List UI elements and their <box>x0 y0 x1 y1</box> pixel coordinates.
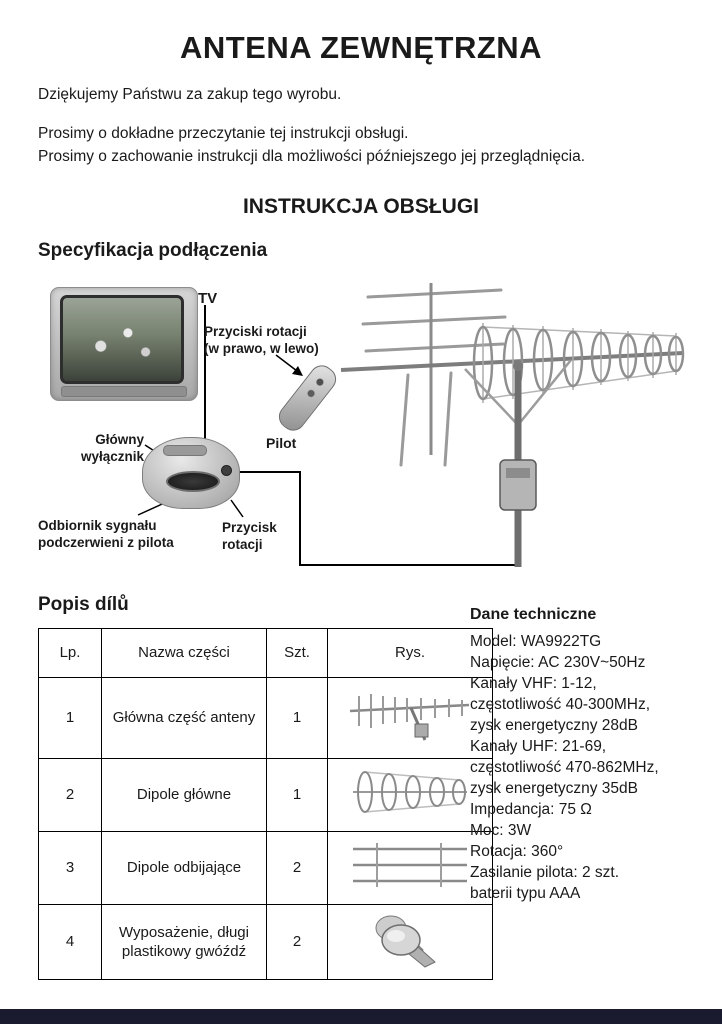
col-header-name: Nazwa części <box>102 629 267 678</box>
part-name-cell: Wyposażenie, długi plastikowy gwóźdź <box>102 905 267 980</box>
page-title: ANTENA ZEWNĘTRZNA <box>179 30 543 65</box>
intro-thanks-line: Dziękujemy Państwu za zakup tego wyrobu. <box>38 86 342 103</box>
connection-diagram <box>38 275 698 593</box>
part-image-cell <box>328 678 493 759</box>
tech-line-battery-type: baterii typu AAA <box>470 885 581 902</box>
reflector-dipole-image <box>345 837 475 893</box>
footer-bar <box>0 1009 722 1024</box>
table-row <box>39 905 493 980</box>
part-image-cell <box>328 905 493 980</box>
main-switch-slot <box>163 445 207 456</box>
intro-keep-line: Prosimy o zachowanie instrukcji dla możliwości późniejszego jej przeglądnięcia. <box>38 148 586 165</box>
tech-line-rotation: Rotacja: 360° <box>470 843 564 860</box>
tv-screen <box>60 295 184 384</box>
part-qty-cell: 2 <box>267 905 328 980</box>
tech-line-uhf-gain: zysk energetyczny 35dB <box>470 780 639 797</box>
tv-image <box>50 287 198 401</box>
parts-heading: Popis dílů <box>38 594 129 615</box>
main-dipole-image <box>345 764 475 820</box>
tv-base <box>61 386 187 397</box>
intro-read-line: Prosimy o dokładne przeczytanie tej instrukcji obsługi. <box>38 125 409 142</box>
ir-window <box>166 471 220 492</box>
plastic-nail-image <box>345 910 475 968</box>
parts-table-header-row <box>39 629 493 678</box>
part-lp-cell: 3 <box>39 832 102 905</box>
table-row <box>39 832 493 905</box>
ir-receiver-label: Odbiornik sygnału podczerwieni z pilota <box>38 518 174 551</box>
rotation-button-label: Przycisk rotacji <box>222 520 277 553</box>
tech-line-uhf: Kanały UHF: 21-69, <box>470 738 607 755</box>
part-name-cell: Dipole główne <box>102 759 267 832</box>
part-name-cell: Dipole odbijające <box>102 832 267 905</box>
control-box-image <box>142 437 240 509</box>
rotation-buttons-label: Przyciski rotacji (w prawo, w lewo) <box>204 324 319 357</box>
table-row <box>39 759 493 832</box>
tech-line-voltage: Napięcie: AC 230V~50Hz <box>470 654 646 671</box>
col-header-qty: Szt. <box>267 629 328 678</box>
part-name-cell: Główna część anteny <box>102 678 267 759</box>
tech-line-impedance: Impedancja: 75 Ω <box>470 801 592 818</box>
part-image-cell <box>328 759 493 832</box>
tv-label: TV <box>198 290 218 307</box>
part-lp-cell: 2 <box>39 759 102 832</box>
tech-line-vhf-gain: zysk energetyczny 28dB <box>470 717 639 734</box>
tech-line-uhf-freq: częstotliwość 470-862MHz, <box>470 759 659 776</box>
section-title-instructions: INSTRUKCJA OBSŁUGI <box>242 195 480 218</box>
main-antenna-image <box>345 686 475 744</box>
part-image-cell <box>328 832 493 905</box>
table-row <box>39 678 493 759</box>
tech-line-power: Moc: 3W <box>470 822 532 839</box>
rotation-button <box>221 465 232 476</box>
col-header-lp: Lp. <box>39 629 102 678</box>
main-switch-label: Główny wyłącznik <box>80 432 144 465</box>
part-qty-cell: 1 <box>267 759 328 832</box>
pilot-label: Pilot <box>266 435 297 451</box>
tech-line-vhf-freq: częstotliwość 40-300MHz, <box>470 696 651 713</box>
tech-line-model: Model: WA9922TG <box>470 633 602 650</box>
part-lp-cell: 4 <box>39 905 102 980</box>
antenna-illustration <box>333 275 693 575</box>
tech-line-battery: Zasilanie pilota: 2 szt. <box>470 864 620 881</box>
part-lp-cell: 1 <box>39 678 102 759</box>
tech-heading: Dane techniczne <box>470 606 597 623</box>
spec-connection-heading: Specyfikacja podłączenia <box>38 240 268 261</box>
tech-line-vhf: Kanały VHF: 1-12, <box>470 675 597 692</box>
col-header-drawing: Rys. <box>328 629 493 678</box>
part-qty-cell: 1 <box>267 678 328 759</box>
part-qty-cell: 2 <box>267 832 328 905</box>
parts-table <box>38 628 493 980</box>
tech-data-panel <box>470 606 714 904</box>
